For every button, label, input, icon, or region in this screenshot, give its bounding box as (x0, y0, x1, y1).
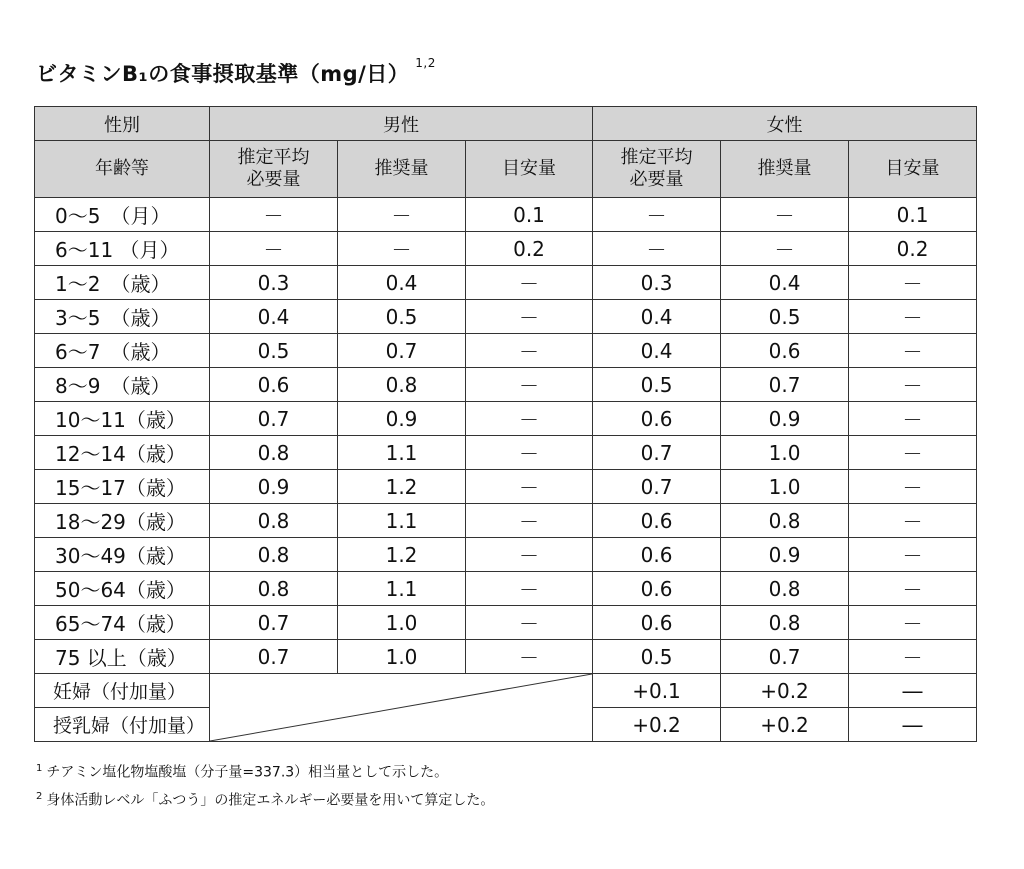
value-cell-m-ear: 0.6 (210, 368, 338, 402)
value-cell-f-ai: 0.1 (849, 198, 977, 232)
age-cell: 1～2 （歳） (35, 266, 210, 300)
table-row (35, 232, 977, 266)
value-cell-m-ear: 0.5 (210, 334, 338, 368)
footnote-1 (36, 757, 494, 785)
value-cell-f-ai: 0.2 (849, 232, 977, 266)
age-cell: 8～9 （歳） (35, 368, 210, 402)
value-cell-m-ai: － (466, 538, 593, 572)
value-cell-f-ai: － (849, 402, 977, 436)
value-cell-m-ai: － (466, 470, 593, 504)
value-cell-f-ear: 0.3 (593, 266, 721, 300)
supplement-label: 妊婦（付加量） (35, 674, 210, 708)
title-footnote-mark: 1,2 (415, 56, 436, 70)
value-cell-m-ai: － (466, 266, 593, 300)
footnote-mark: 1 (36, 763, 43, 774)
table-row (35, 470, 977, 504)
value-cell-f-ai: － (849, 504, 977, 538)
value-cell-f-ai: － (849, 572, 977, 606)
value-cell-f-ear: － (593, 198, 721, 232)
value-cell-m-ai: 0.1 (466, 198, 593, 232)
value-cell-f-ear: 0.5 (593, 368, 721, 402)
value-cell-m-ai: － (466, 504, 593, 538)
header-male-rda: 推奨量 (338, 141, 466, 198)
table-row (35, 266, 977, 300)
value-cell-f-rda: 0.8 (721, 504, 849, 538)
value-cell-m-rda: － (338, 232, 466, 266)
table-body (35, 198, 977, 742)
age-cell: 6～7 （歳） (35, 334, 210, 368)
value-cell-m-rda: 0.7 (338, 334, 466, 368)
value-cell-f-rda: 0.8 (721, 572, 849, 606)
value-cell-m-rda: 1.0 (338, 640, 466, 674)
value-cell-f-rda: 0.7 (721, 640, 849, 674)
value-cell-m-rda: 0.9 (338, 402, 466, 436)
value-cell-f-ear: 0.6 (593, 402, 721, 436)
footnote-text: チアミン塩化物塩酸塩（分子量=337.3）相当量として示した。 (46, 764, 449, 781)
header-age: 年齢等 (35, 141, 210, 198)
value-cell-f-ear: 0.6 (593, 538, 721, 572)
value-cell-m-rda: 1.1 (338, 572, 466, 606)
value-cell-f-rda: 0.9 (721, 538, 849, 572)
supplement-label: 授乳婦（付加量） (35, 708, 210, 742)
supplement-f-rda: +0.2 (721, 708, 849, 742)
age-cell: 3～5 （歳） (35, 300, 210, 334)
age-cell: 30～49（歳） (35, 538, 210, 572)
value-cell-m-ear: 0.8 (210, 504, 338, 538)
value-cell-f-rda: 0.8 (721, 606, 849, 640)
value-cell-m-rda: 1.1 (338, 504, 466, 538)
value-cell-m-ai: － (466, 334, 593, 368)
header-female-ai: 目安量 (849, 141, 977, 198)
value-cell-m-ear: 0.9 (210, 470, 338, 504)
value-cell-m-ai: － (466, 436, 593, 470)
title-text: ビタミンB₁の食事摂取基準（mg/日） (36, 62, 410, 86)
header-female-ear (593, 141, 721, 198)
table-row (35, 436, 977, 470)
value-cell-m-ai: － (466, 606, 593, 640)
value-cell-m-rda: 0.5 (338, 300, 466, 334)
value-cell-m-ai: － (466, 572, 593, 606)
age-cell: 6～11 （月） (35, 232, 210, 266)
page-title (36, 58, 436, 88)
value-cell-m-ear: － (210, 232, 338, 266)
value-cell-m-rda: 1.1 (338, 436, 466, 470)
value-cell-m-rda: 1.0 (338, 606, 466, 640)
value-cell-f-rda: 0.9 (721, 402, 849, 436)
value-cell-m-ear: 0.7 (210, 640, 338, 674)
value-cell-f-ear: － (593, 232, 721, 266)
value-cell-m-ear: － (210, 198, 338, 232)
value-cell-m-ear: 0.8 (210, 572, 338, 606)
value-cell-f-ear: 0.7 (593, 436, 721, 470)
table-row (35, 538, 977, 572)
value-cell-f-ai: － (849, 640, 977, 674)
supplement-f-ear: +0.2 (593, 708, 721, 742)
diagonal-line (210, 674, 592, 741)
value-cell-f-ai: － (849, 368, 977, 402)
value-cell-f-ear: 0.4 (593, 300, 721, 334)
value-cell-f-ear: 0.6 (593, 572, 721, 606)
footnotes (36, 757, 494, 812)
supplement-f-rda: +0.2 (721, 674, 849, 708)
value-cell-f-ai: － (849, 606, 977, 640)
value-cell-m-rda: 1.2 (338, 538, 466, 572)
header-sex: 性別 (35, 107, 210, 141)
value-cell-f-ear: 0.6 (593, 504, 721, 538)
value-cell-m-ai: 0.2 (466, 232, 593, 266)
header-row-metrics (35, 141, 977, 198)
value-cell-f-rda: 0.4 (721, 266, 849, 300)
table-row (35, 198, 977, 232)
value-cell-m-ear: 0.8 (210, 436, 338, 470)
value-cell-m-ai: － (466, 368, 593, 402)
value-cell-f-ai: － (849, 300, 977, 334)
value-cell-m-rda: 0.4 (338, 266, 466, 300)
value-cell-f-rda: － (721, 232, 849, 266)
header-male-ear (210, 141, 338, 198)
value-cell-m-ear: 0.8 (210, 538, 338, 572)
header-female: 女性 (593, 107, 977, 141)
age-cell: 50～64（歳） (35, 572, 210, 606)
age-cell: 0～5 （月） (35, 198, 210, 232)
value-cell-f-rda: 0.7 (721, 368, 849, 402)
value-cell-f-rda: 0.5 (721, 300, 849, 334)
age-cell: 12～14（歳） (35, 436, 210, 470)
table-row (35, 334, 977, 368)
table-row (35, 300, 977, 334)
intake-table (34, 106, 977, 742)
value-cell-m-rda: 1.2 (338, 470, 466, 504)
footnote-text: 身体活動レベル「ふつう」の推定エネルギー必要量を用いて算定した。 (46, 792, 495, 809)
table-row (35, 368, 977, 402)
value-cell-f-ear: 0.5 (593, 640, 721, 674)
age-cell: 65～74（歳） (35, 606, 210, 640)
header-female-rda: 推奨量 (721, 141, 849, 198)
table-row (35, 640, 977, 674)
value-cell-m-rda: 0.8 (338, 368, 466, 402)
value-cell-f-ai: － (849, 334, 977, 368)
table-row (35, 504, 977, 538)
supplement-f-ai: ― (849, 708, 977, 742)
header-male: 男性 (210, 107, 593, 141)
table-row (35, 572, 977, 606)
value-cell-m-ai: － (466, 640, 593, 674)
not-applicable-cell (210, 674, 593, 742)
value-cell-f-ear: 0.4 (593, 334, 721, 368)
supplement-f-ear: +0.1 (593, 674, 721, 708)
value-cell-f-ear: 0.7 (593, 470, 721, 504)
age-cell: 75 以上（歳） (35, 640, 210, 674)
value-cell-f-ear: 0.6 (593, 606, 721, 640)
value-cell-f-ai: － (849, 470, 977, 504)
age-cell: 15～17（歳） (35, 470, 210, 504)
footnote-mark: 2 (36, 790, 43, 802)
header-row-sex (35, 107, 977, 141)
supplement-f-ai: ― (849, 674, 977, 708)
value-cell-m-ear: 0.7 (210, 606, 338, 640)
value-cell-m-ai: － (466, 402, 593, 436)
value-cell-f-rda: 1.0 (721, 470, 849, 504)
value-cell-m-ear: 0.4 (210, 300, 338, 334)
table-row (35, 606, 977, 640)
header-label: 推定平均必要量 (620, 147, 693, 190)
value-cell-m-ai: － (466, 300, 593, 334)
value-cell-m-ear: 0.3 (210, 266, 338, 300)
table-row-supplement (35, 674, 977, 708)
value-cell-f-ai: － (849, 436, 977, 470)
header-label: 推定平均必要量 (237, 147, 310, 190)
value-cell-m-ear: 0.7 (210, 402, 338, 436)
age-cell: 18～29（歳） (35, 504, 210, 538)
age-cell: 10～11（歳） (35, 402, 210, 436)
value-cell-f-ai: － (849, 538, 977, 572)
value-cell-m-rda: － (338, 198, 466, 232)
table-row (35, 402, 977, 436)
value-cell-f-rda: － (721, 198, 849, 232)
footnote-2 (36, 785, 494, 813)
value-cell-f-rda: 0.6 (721, 334, 849, 368)
value-cell-f-rda: 1.0 (721, 436, 849, 470)
header-male-ai: 目安量 (466, 141, 593, 198)
value-cell-f-ai: － (849, 266, 977, 300)
